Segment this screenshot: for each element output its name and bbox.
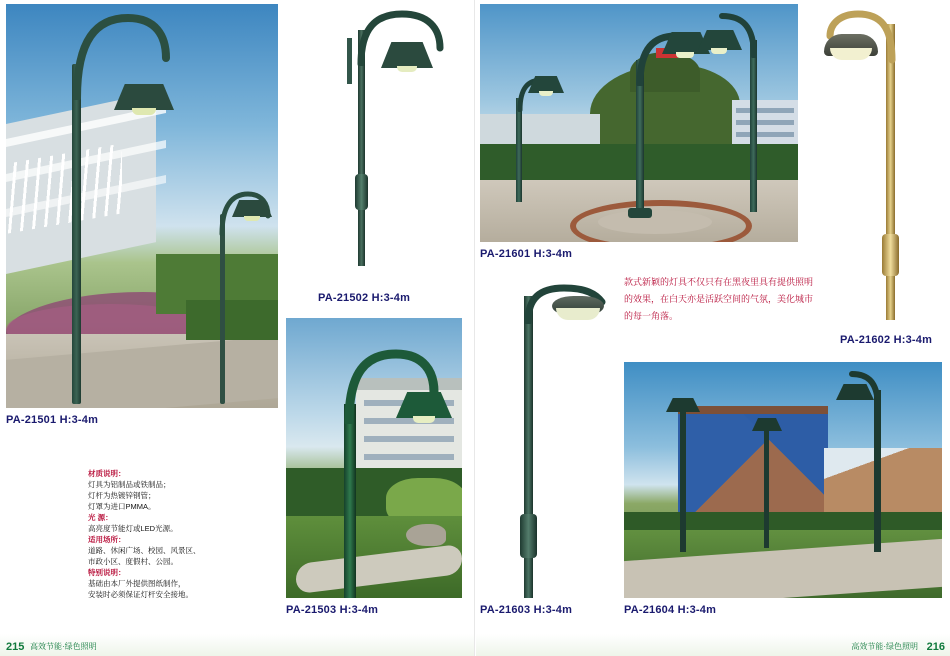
caption-pa-21502: PA-21502 H:3-4m	[318, 292, 411, 304]
spec-line-1: 材质说明：	[88, 469, 126, 478]
product-photo-pa-21501	[6, 4, 278, 408]
spec-line-12: 安装时必须保证灯杆安全接地。	[88, 590, 193, 599]
product-photo-pa-21503	[286, 318, 462, 598]
caption-pa-21501: PA-21501 H:3-4m	[6, 414, 99, 426]
spec-line-10: 特别说明：	[88, 568, 126, 577]
spec-line-11: 基础由本厂外提供图纸制作，	[88, 579, 186, 588]
caption-pa-21602: PA-21602 H:3-4m	[840, 334, 933, 346]
caption-pa-21503: PA-21503 H:3-4m	[286, 604, 379, 616]
spec-line-8: 道路、休闲广场、校园、风景区、	[88, 546, 201, 555]
material-spec-block	[88, 468, 201, 600]
caption-pa-21603: PA-21603 H:3-4m	[480, 604, 573, 616]
spec-line-7: 适用场所：	[88, 535, 126, 544]
page-number-right: 216	[926, 641, 945, 653]
caption-pa-21604: PA-21604 H:3-4m	[624, 604, 717, 616]
product-photo-pa-21502	[300, 4, 450, 268]
spec-line-9: 市政小区、度假村、公园。	[88, 557, 178, 566]
caption-pa-21601: PA-21601 H:3-4m	[480, 248, 573, 260]
footer-text-right: 高效节能·绿色照明	[851, 642, 918, 651]
product-photo-pa-21601	[480, 4, 798, 242]
product-photo-pa-21604	[624, 362, 942, 598]
product-photo-pa-21602	[812, 4, 942, 320]
page-number-left: 215	[6, 641, 25, 653]
spec-line-2: 灯具为铝制品或铁制品；	[88, 480, 171, 489]
spec-line-5: 光 源：	[88, 513, 113, 522]
spec-line-3: 灯杆为热镀锌钢管；	[88, 491, 156, 500]
spec-line-4: 灯罩为进口PMMA。	[88, 502, 156, 511]
product-photo-pa-21603	[492, 278, 622, 600]
page-gutter-divider	[474, 0, 475, 656]
spec-line-6: 高亮度节能灯或LED光源。	[88, 524, 178, 533]
description-text: 款式新颖的灯具不仅只有在黑夜里具有提供照明的效果，在白天亦是活跃空间的气氛，美化城市的每一角落。	[624, 277, 814, 321]
footer-text-left: 高效节能·绿色照明	[30, 642, 97, 651]
product-description	[624, 274, 814, 325]
